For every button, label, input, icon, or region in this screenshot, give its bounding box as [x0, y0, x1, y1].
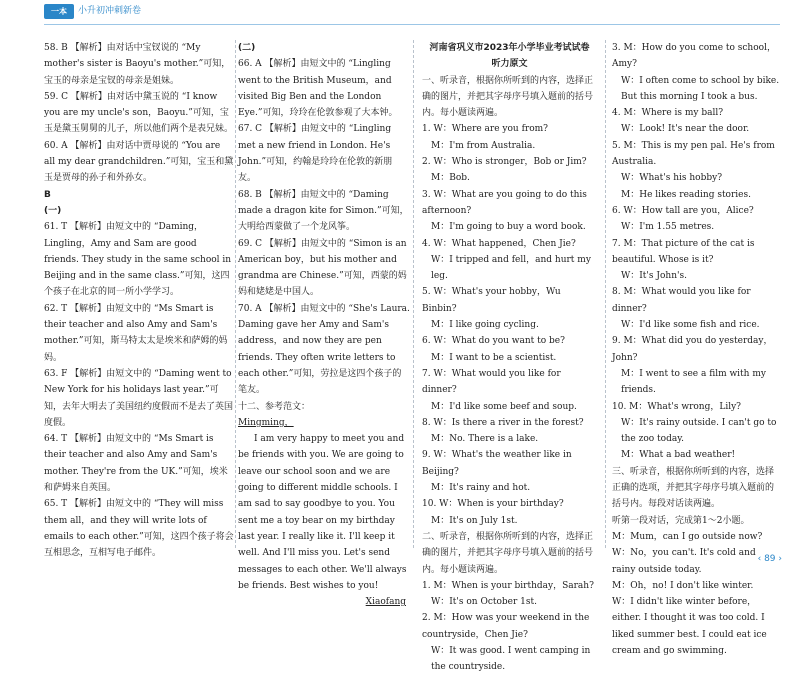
- dialog-line: 6. W：What do you want to be?: [422, 336, 565, 347]
- answer-69: 69. C 【解析】由短文中的 “Simon is an American boy，but his mother and grandma are Chinese.”可知，西蒙的妈妈和姥姥是中国人。: [238, 238, 407, 298]
- answer-63: 63. F 【解析】由短文中的 “Daming went to New York for his holidays last year.”可知，去年大明去了美国纽约度假而不是去了英国度假。: [44, 368, 234, 428]
- dialog-line: 4. M：Where is my ball?: [612, 108, 724, 119]
- answer-60: 60. A 【解析】由对话中贾母说的 “You are all my dear grandchildren.”可知，宝玉和黛玉是贾母的孙子和外孙女。: [44, 140, 234, 184]
- page-number: 89: [764, 554, 776, 564]
- series-logo: 一本: [44, 4, 74, 19]
- dialog-line: M：Mum，can I go outside now?: [612, 531, 763, 542]
- answer-62: 62. T 【解析】由短文中的 “Ms Smart is their teacher and also Amy and Sam's mother.”可知，斯马特太太是埃米和萨姆的妈妈。: [44, 303, 228, 363]
- dialog-line: M：I'm from Australia.: [431, 140, 536, 151]
- dialog-line: W：It's John's.: [621, 271, 687, 282]
- page-footer: [736, 554, 782, 568]
- dialog-line: 7. M：That picture of the cat is beautiful. Whose is it?: [612, 238, 755, 265]
- answer-66: 66. A 【解析】由短文中的 “Lingling went to the British Museum，and visited Big Ben and the London Eye.”可知，玲玲在伦敦参观了大本钟。: [238, 59, 398, 119]
- answer-64: 64. T 【解析】由短文中的 “Ms Smart is their teacher and also Amy and Sam's mother. They're from the UK.”可知，埃米和萨姆来自英国。: [44, 434, 228, 494]
- dialog-1-note: 听第一段对话，完成第1～2小题。: [612, 515, 750, 526]
- dialog-line: M：It's rainy and hot.: [431, 483, 531, 494]
- dialog-line: M：I'm going to buy a word book.: [431, 222, 586, 233]
- answer-67: 67. C 【解析】由短文中的 “Lingling met a new friend in London. He's John.”可知，约翰是玲玲在伦敦的新朋友。: [238, 124, 393, 184]
- dialog-line: W：Look! It's near the door.: [621, 124, 750, 135]
- column-3: [422, 40, 597, 673]
- dialog-line: M：I want to be a scientist.: [431, 352, 557, 363]
- dialog-line: 3. W：What are you going to do this afternoon?: [422, 189, 587, 216]
- part-3-instruction: 三、听录音，根据你所听到的内容，选择正确的选项，并把其字母序号填入题前的括号内。每段对话读两遍。: [612, 466, 775, 510]
- prev-page-icon: ‹: [757, 554, 765, 564]
- model-essay-heading: 十二、参考范文：: [238, 401, 311, 412]
- letter-salutation: Mingming，: [238, 417, 294, 428]
- part-1-instruction: 一、听录音，根据你所听到的内容，选择正确的图片，并把其字母序号填入题前的括号内。每小题读两遍。: [422, 75, 594, 119]
- dialog-line: 10. M：What's wrong，Lily?: [612, 401, 741, 412]
- dialog-line: W：I tripped and fell，and hurt my leg.: [431, 254, 591, 282]
- dialog-line: M：It's on July 1st.: [431, 515, 518, 526]
- section-two-heading: (二): [238, 43, 256, 53]
- series-title: 小升初冲刺新卷: [78, 6, 142, 16]
- dialog-line: M：I like going cycling.: [431, 320, 539, 331]
- dialog-line: 5. M：This is my pen pal. He's from Australia.: [612, 140, 775, 168]
- dialog-line: M：Oh，no! I don't like winter.: [612, 580, 754, 591]
- dialog-line: 9. W：What's the weather like in Beijing?: [422, 450, 572, 477]
- header-rule: [44, 24, 780, 25]
- letter-body: I am very happy to meet you and be friends with you. We are going to leave our school soon and we are going to different middle schools. I am sad to say goodbye to you. You sent me a toy bear on my birthday last year. I really like it. I'll keep it well. And I'll miss you. Let's send messages to each other. We'll always be friends. Best wishes to you!: [238, 434, 407, 591]
- dialog-line: W：I often come to school by bike. But this morning I took a bus.: [621, 75, 780, 102]
- column-2: [238, 40, 410, 608]
- dialog-line: W：I'd like some fish and rice.: [621, 320, 760, 331]
- column-divider: [413, 40, 414, 548]
- answer-61: 61. T 【解析】由短文中的 “Daming，Lingling，Amy and Sam are good friends. They study in the same school in Beijing and in the same class.”可知，这四个孩子在北京的同一所小学学习。: [44, 222, 232, 298]
- letter-signature: Xiaofang: [365, 597, 406, 608]
- answer-65: 65. T 【解析】由短文中的 “They will miss them all，and they will write lots of emails to each other.”可知，这四个孩子将会互相思念，互相写电子邮件。: [44, 499, 234, 559]
- dialog-line: 8. M：What would you like for dinner?: [612, 287, 751, 314]
- dialog-line: M：Bob.: [431, 173, 470, 184]
- next-page-icon: ›: [775, 554, 782, 564]
- page-header: [0, 0, 800, 38]
- dialog-line: 1. W：Where are you from?: [422, 124, 548, 135]
- column-divider: [235, 40, 236, 548]
- dialog-line: 2. W：Who is stronger，Bob or Jim?: [422, 157, 587, 168]
- exam-title: 河南省巩义市2023年小学毕业考试试卷: [429, 43, 590, 53]
- answer-68: 68. B 【解析】由短文中的 “Daming made a dragon kite for Simon.”可知，大明给西蒙做了一个龙风筝。: [238, 189, 409, 233]
- column-1: [44, 40, 234, 559]
- dialog-line: 5. W：What's your hobby，Wu Binbin?: [422, 287, 561, 314]
- dialog-line: 9. M：What did you do yesterday，John?: [612, 336, 773, 363]
- dialog-line: W：I'm 1.55 metres.: [621, 222, 715, 233]
- dialog-line: 3. M：How do you come to school，Amy?: [612, 43, 776, 70]
- section-one-heading: (一): [44, 205, 62, 216]
- dialog-line: W：It was good. I went camping in the countryside.: [431, 645, 591, 673]
- dialog-line: 4. W：What happened，Chen Jie?: [422, 238, 576, 249]
- dialog-line: W：What's his hobby?: [621, 173, 723, 184]
- dialog-line: W：I didn't like winter before，either. I thought it was too cold. I liked summer best. I could eat ice cream and go swimming.: [612, 597, 767, 656]
- dialog-line: 10. W：When is your birthday?: [422, 499, 564, 510]
- answer-59: 59. C 【解析】由对话中黛玉说的 “I know you are my uncle's son，Baoyu.”可知，宝玉是黛玉舅舅的儿子，所以他们两个是表兄妹。: [44, 91, 234, 135]
- answer-58: 58. B 【解析】由对话中宝钗说的 “My mother's sister is Baoyu's mother.”可知，宝玉的母亲是宝钗的母亲是姐妹。: [44, 43, 231, 86]
- part-2-instruction: 二、听录音，根据你所听到的内容，选择正确的图片，并把其字母序号填入题前的括号内。每小题读两遍。: [422, 531, 594, 575]
- dialog-line: 2. M：How was your weekend in the countryside，Chen Jie?: [422, 613, 590, 640]
- dialog-line: 8. W：Is there a river in the forest?: [422, 417, 584, 428]
- dialog-line: 6. W：How tall are you，Alice?: [612, 205, 754, 216]
- transcript-heading: 听力原文: [491, 59, 528, 70]
- dialog-line: M：I'd like some beef and soup.: [431, 401, 577, 412]
- dialog-line: W：It's on October 1st.: [431, 597, 537, 608]
- answer-70: 70. A 【解析】由短文中的 “She's Laura. Daming gave her Amy and Sam's address，and now they are pen friends. They often write letters to each other.”可知，劳拉是这四个孩子的笔友。: [238, 303, 410, 396]
- dialog-line: M：What a bad weather!: [621, 450, 736, 461]
- dialog-line: W：No，you can't. It's cold and rainy outside today.: [612, 548, 756, 575]
- section-b-heading: B: [44, 189, 51, 200]
- dialog-line: M：No. There is a lake.: [431, 434, 539, 445]
- dialog-line: M：I went to see a film with my friends.: [621, 368, 766, 396]
- dialog-line: 7. W：What would you like for dinner?: [422, 368, 561, 396]
- dialog-line: M：He likes reading stories.: [621, 189, 751, 200]
- dialog-line: W：It's rainy outside. I can't go to the zoo today.: [621, 417, 777, 445]
- column-divider: [605, 40, 606, 548]
- dialog-line: 1. M：When is your birthday，Sarah?: [422, 580, 594, 591]
